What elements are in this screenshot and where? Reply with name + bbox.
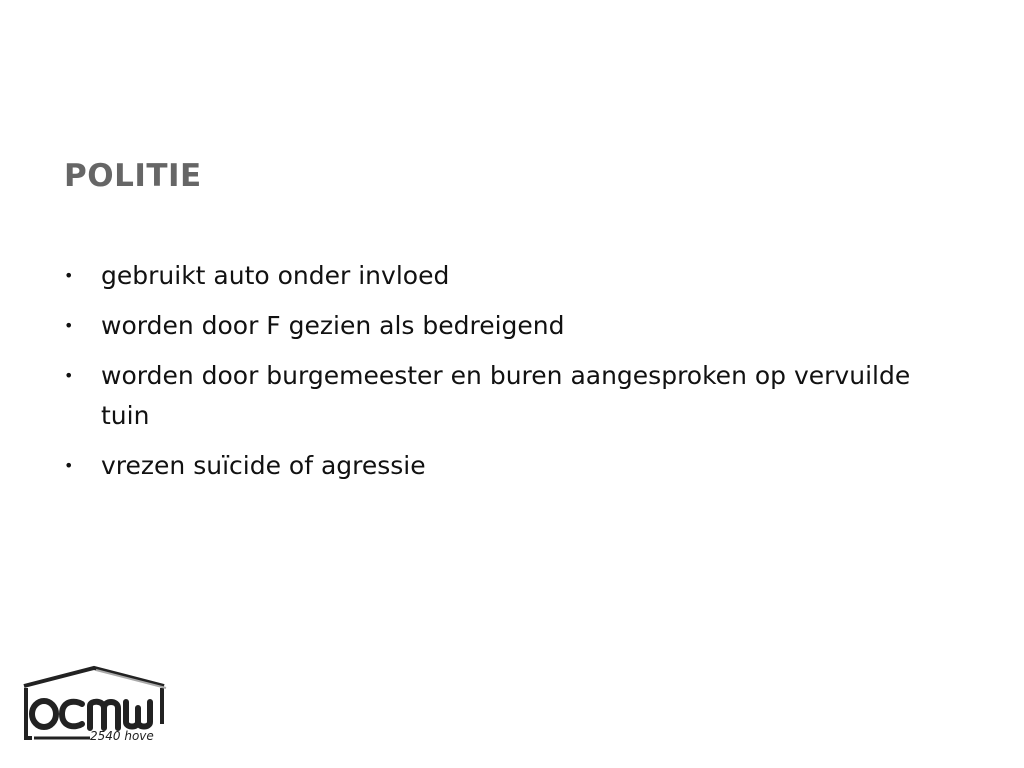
bullet-icon: • <box>64 266 74 285</box>
slide-title: POLITIE <box>64 158 202 194</box>
bullet-item <box>64 306 924 346</box>
ocmw-logo <box>20 664 168 744</box>
bullet-item <box>64 356 924 436</box>
bullet-text: worden door F gezien als bedreigend <box>101 311 565 340</box>
bullet-icon: • <box>64 456 74 475</box>
bullet-list <box>64 256 924 496</box>
bullet-item <box>64 446 924 486</box>
bullet-icon: • <box>64 316 74 335</box>
bullet-text: gebruikt auto onder invloed <box>101 261 450 290</box>
bullet-item <box>64 256 924 296</box>
bullet-text: worden door burgemeester en buren aangesproken op vervuilde tuin <box>101 361 911 430</box>
bullet-icon: • <box>64 366 74 385</box>
logo-tagline: 2540 hove <box>90 729 154 743</box>
bullet-text: vrezen suïcide of agressie <box>101 451 426 480</box>
